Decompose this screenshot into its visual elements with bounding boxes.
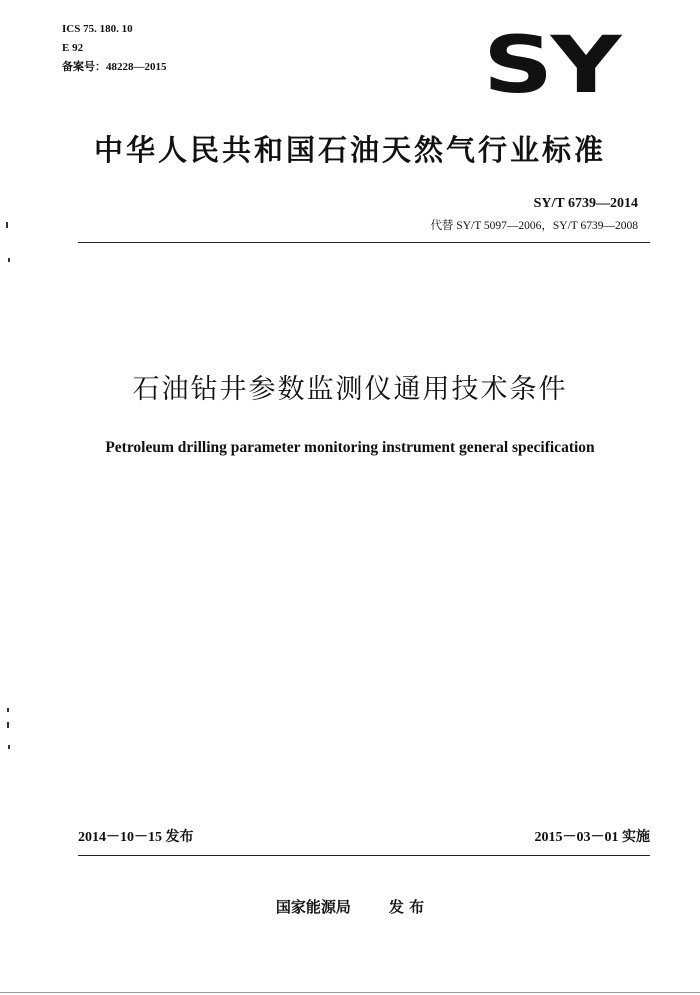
implementation-date: 2015－03－01 实施 xyxy=(534,830,650,845)
page-bottom-edge xyxy=(0,992,700,993)
issue-date: 2014－10－15 发布 xyxy=(78,830,194,845)
record-number: 备案号：48228—2015 xyxy=(62,61,167,73)
scan-mark xyxy=(7,708,9,712)
ics-code: ICS 75. 180. 10 xyxy=(62,23,133,35)
header-divider xyxy=(78,242,650,243)
scan-mark xyxy=(8,258,10,262)
document-title-english: Petroleum drilling parameter monitoring instrument general specification xyxy=(105,439,595,456)
replaced-standards: 代替 SY/T 5097—2006，SY/T 6739—2008 xyxy=(430,220,638,232)
publisher-name: 国家能源局 xyxy=(275,898,351,916)
sy-logo-text: SY xyxy=(483,21,619,111)
standard-number: SY/T 6739—2014 xyxy=(533,196,638,211)
document-metadata xyxy=(62,20,167,77)
standard-category-title: 中华人民共和国石油天然气行业标准 xyxy=(93,133,606,167)
sy-logo xyxy=(483,21,619,111)
scan-mark xyxy=(7,722,9,728)
document-title-chinese: 石油钻井参数监测仪通用技术条件 xyxy=(132,374,568,405)
publish-action: 发 布 xyxy=(388,898,425,916)
scan-mark xyxy=(8,745,10,749)
scan-mark xyxy=(6,222,8,228)
footer-divider xyxy=(78,855,650,856)
ccs-code: E 92 xyxy=(62,42,84,54)
publisher-line xyxy=(0,896,700,917)
